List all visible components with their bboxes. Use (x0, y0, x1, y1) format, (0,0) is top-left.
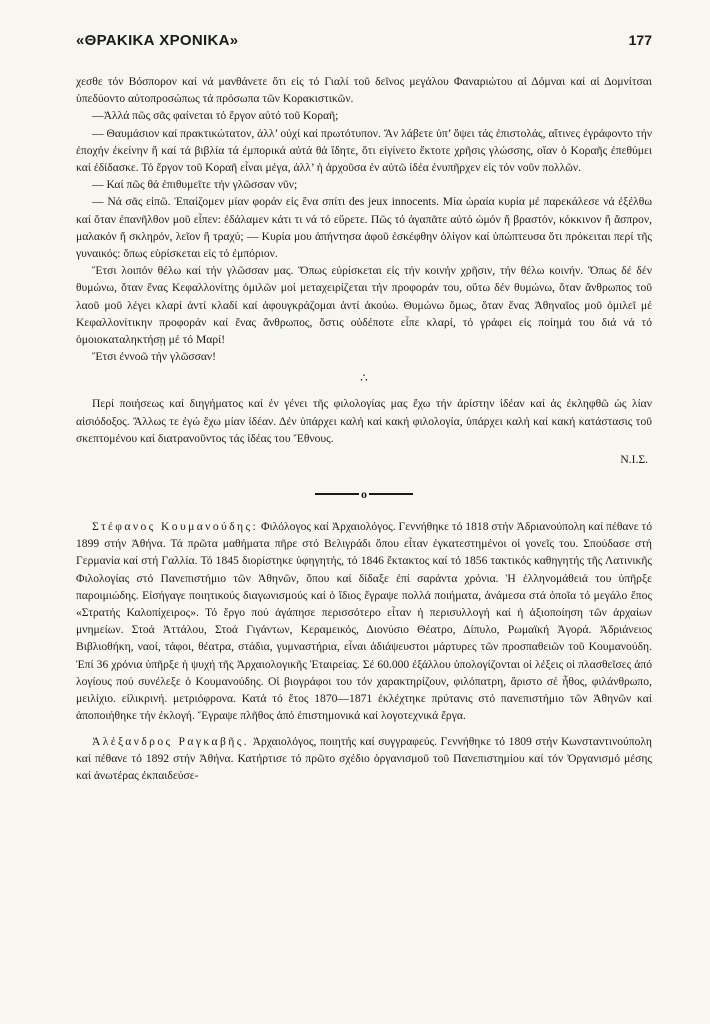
divider-line (315, 493, 359, 495)
paragraph: Ἔτσι ἐννοῶ τήν γλῶσσαν! (92, 350, 217, 364)
bio-koumanoudis (76, 518, 652, 724)
bio-text: Φιλόλογος καί Ἀρχαιολόγος. Γεννήθηκε τό 1818 στήν Ἀδριανούπολη καί πέθανε τό 1899 στήν Ἀθήνα. Τά πρῶτα μαθήματα πῆρε στό Βελιγράδι ὅπου εἶταν ἐγκατεστημένοι οἱ γονεῖς του. Σπούδασε στή Γερμανία καί στή Γαλλία. Τό 1845 διορίστηκε ὑφηγητής, τό 1846 ἔκτακτος καί τό 1856 τακτικός καθηγητής τῆς Λατινικῆς Φιλολογίας στό Πανεπιστήμιο τῶν Ἀθηνῶν, ὅπου καί δίδαξε ἐπί σαράντα χρόνια. Ἡ ἑλληνομάθειά του ὑπῆρξε παροιμιώδης. Εἰσήγαγε ποιητικούς διαγωνισμούς καί ὁ ἴδιος ἔγραψε πολλά ποιήματα, ἀνάμεσα στά ὁποῖα τό μεγάλο ἔπος «Στρατής Καλοπίχειρος». Τό ἔργο πού ἀγάπησε περισσότερο εἶταν ἡ περισυλλογή καί ἡ ἀξιοποίηση τῶν ἀρχαίων μνημείων. Στοά Ἀττάλου, Στοά Γιγάντων, Κεραμεικός, Διονύσιο Θέατρο, Δίπυλο, Ρωμαϊκή Ἀγορά. Ἀδριάνειος Βιβλιοθήκη, ναοί, τάφοι, θέατρα, στάδια, γυμναστήρια, εἶναι ἀδιάψευστοι μάρτυρες τῶν προσπαθειῶν τοῦ Κουμανούδη. Ἐπί 36 χρόνια ὑπῆρξε ἡ ψυχή τῆς Ἀρχαιολογικῆς Ἑταιρείας. Σέ 60.000 ἐξάλλου ὑπολογίζονται οἱ λέξεις οἱ πλασθεῖσες ἀπό λογίους πού συνέλεξε ὁ Κουμανούδης. Οἱ βιογράφοι του τόν χαρακτηρίζουν, φιλόπατρη, ἄριστο σέ ἦθος, φιλάνθρωπο, μειλίχιο. εἰλικρινή. μετριόφρονα. Κατά τό ἔτος 1870—1871 ἐκλέχτηκε πρύτανις στό πανεπιστήμιο τῶν Ἀθηνῶν καί ἀποποιήθηκε τήν ἐκλογή. Ἔγραψε πλῆθος ἀπό ἐπιστημονικά καί λογοτεχνικά ἔργα. (76, 520, 652, 723)
bio-name: Στέφανος Κουμανούδης: (92, 520, 259, 534)
biographies (76, 518, 652, 784)
section-separator-asterism: ∴ (360, 371, 368, 386)
bio-ragkavis (76, 733, 652, 785)
paragraph: — Θαυμάσιον καί πρακτικώτατον, ἀλλ’ οὐχί καί πρωτότυπον. Ἄν λάβετε ὑπ’ ὄψει τάς ἐπιστολάς, αἵτινες ἐγράφοντο τήν ἐποχήν ἐκείνην ἤ καί τά βιβλία τά ἐμπορικά αὐτά θά ἴδητε, ὅτι εἰγίνετο ἔκτοτε χρῆσις γλώσσης, οἵαν ὁ Κοραῆς ἐπεθύμει καί ἐδίδασκε. Τό ἔργον τοῦ Κοραῆ εἶναι μέγα, ἀλλ’ ἡ ἀρχοῦσα ἐν αὐτῶ ἰδέα ἐνυπῆρχεν εἰς τόν νοῦν πολλῶν. (76, 126, 652, 175)
interview-text (76, 73, 652, 365)
paragraph: —Ἀλλά πῶς σᾶς φαίνεται τό ἔργον αὐτό τοῦ Κοραῆ; (92, 109, 339, 123)
paragraph: χεσθε τόν Βόσπορον καί νά μανθάνετε ὅτι εἰς τό Γιαλί τοῦ δεῖνος μεγάλου Φαναριώτου αἱ Δόμναι καί αἱ Δομνίτσαι ὑπεδύοντο αὐτοπροσώπως τά πρόσωπα τῶν Κορακιστικῶν. (76, 75, 652, 106)
divider-line (369, 493, 413, 495)
section-divider (76, 488, 652, 500)
divider-mark: o (361, 487, 367, 502)
bio-text: Ἀρχαιολόγος, ποιητής καί συγγραφεύς. Γεννήθηκε τό 1809 στήν Κωνσταντινούπολη καί πέθανε τό 1892 στήν Ἀθήνα. Κατήρτισε τό πρῶτο σχέδιο ὀργανισμοῦ τοῦ Πανεπιστημίου καί τόν Ὀργανισμό μέσης καί ἀνωτέρας ἐκπαιδεύσε- (76, 734, 652, 782)
paragraph: Ἔτσι λοιπόν θέλω καί τήν γλῶσσαν μας. Ὅπως εὑρίσκεται εἰς τήν κοινήν χρῆσιν, τήν θέλω κοινήν. Ὅπως δέ δέν θυμώνω, ὅταν ἕνας Κεφαλλονίτης ὁμιλῶν μοί μεταχειρίζεται τήν προφοράν του, οὕτω δέν θυμώνω, ὅταν ἄνθρωπος τοῦ λαοῦ μοῦ λέγει κλαρί ἀντί κλαδί καί ἀφουγκράζομαι ἀντί ἀκούω. Θυμώνω ὅμως, ὅταν ἕνας Ἀθηναῖος μοῦ ὁμιλεῖ μέ Κεφαλλονίτικην προφοράν καί ἕνας ἄνθρωπος, ὅστις οὐδέποτε εἶπε κλαρί, τό γράφει εἰς ποίημά του διά νά τό ὁμοιοκαταληκτήσῃ μέ τό Μαρί! (76, 264, 652, 347)
paragraph: — Νά σᾶς εἰπῶ. Ἐπαίζομεν μίαν φοράν εἰς ἕνα σπίτι des jeux innocents. Μία ὡραία κυρία μέ παρεκάλεσε νά ἐξέλθω καί ὅταν ἐπανῆλθον μοῦ εἶπεν: ἐδάλαμεν κάτι τι νά τό εὕρετε. Πῶς τό ἀγαπᾶτε αὐτό ὠμόν ἤ βραστόν, κόκκινον ἤ ἄσπρον, μαλακόν ἤ σκληρόν, λεῖον ἤ τραχύ; — Κυρία μου ἀπήντησα ἀφοῦ ἐσκέφθην ὀλίγον καί ὑπώπτευσα ὅτι πρόκειται περί τῆς γυναικός: ὅπως εὑρίσκεται εἰς τό ἐμπόριον. (76, 195, 652, 261)
bio-name: Ἀλέξανδρος Ραγκαβῆς. (92, 734, 250, 748)
paragraph: — Καί πῶς θά ἐπιθυμεῖτε τήν γλῶσσαν νῦν; (92, 178, 298, 192)
journal-title: «ΘΡΑΚΙΚΑ ΧΡΟΝΙΚΑ» (76, 32, 239, 49)
page-header (76, 32, 652, 49)
author-signature: Ν.Ι.Σ. (620, 453, 648, 467)
page-number: 177 (628, 32, 652, 48)
closing-paragraph: Περί ποιήσεως καί διηγήματος καί ἐν γένει τῆς φιλολογίας μας ἔχω τήν ἀρίστην ἰδέαν καί ἀς ἐκληφθῶ ὡς λίαν αἱσιόδοξος. Ἄλλως τε ἐγώ ἔχω μίαν ἰδέαν. Δέν ὑπάρχει καλή καί κακή φιλολογία, ὑπάρχει καλή καί κακή κατάστασις τοῦ σκεπτομένου καί διατρανοῦντος τάς ἰδέας του Ἔθνους. (76, 397, 652, 445)
